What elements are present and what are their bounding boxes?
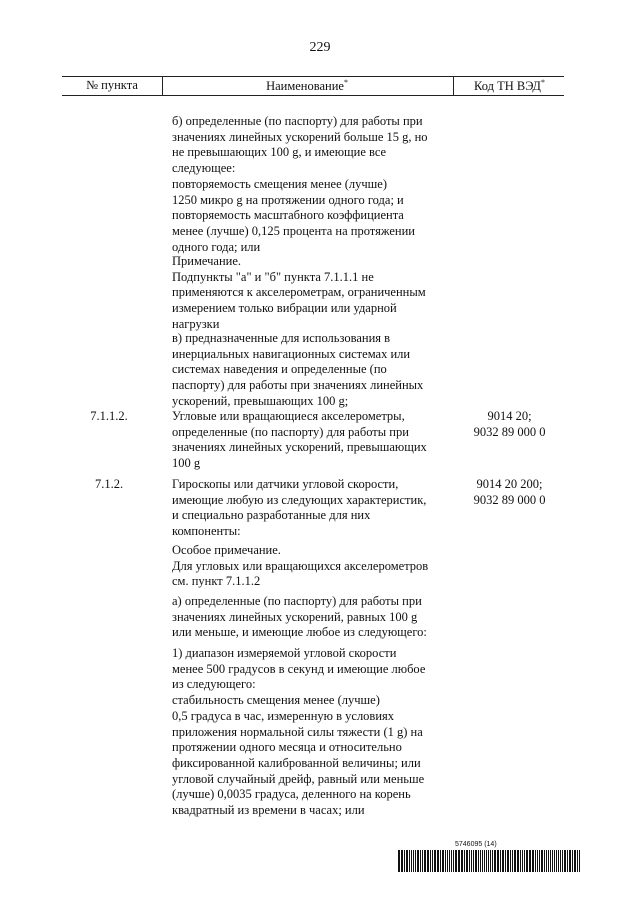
barcode-image: [398, 850, 582, 872]
header-divider: [162, 76, 163, 96]
row-text: Особое примечание. Для угловых или вращающихся акселерометров см. пункт 7.1.1.2: [172, 543, 429, 589]
row-text: б) определенные (по паспорту) для работы при значениях линейных ускорений больше 15 g, но не превышающих 100 g, и имеющие все следующее: повторяемость смещения менее (лучше) 1250 микро g на протяжении одного года; и повторяемость масштабного коэффициента менее (лучше) 0,125 процента на протяжении одного года; или: [172, 114, 428, 254]
header-divider: [453, 76, 454, 96]
footnote-mark: *: [540, 78, 545, 87]
row-number: 7.1.1.2.: [90, 409, 128, 423]
table-header: [62, 76, 564, 96]
row-text: Угловые или вращающиеся акселерометры, определенные (по паспорту) для работы при значениях линейных ускорений, превышающих 100 g: [172, 409, 427, 471]
row-code: 9014 20 200; 9032 89 000 0: [473, 477, 546, 507]
header-col-name: Наименование*: [266, 78, 348, 94]
row-text: Гироскопы или датчики угловой скорости, имеющие любую из следующих характеристик, и специально разработанные для них компоненты:: [172, 477, 427, 539]
header-col-number: № пункта: [86, 78, 138, 92]
row-code: 9014 20; 9032 89 000 0: [473, 409, 546, 439]
row-text: Примечание. Подпункты "а" и "б" пункта 7.1.1.1 не применяются к акселерометрам, ограниченным измерением только вибрации или ударной нагрузки: [172, 254, 426, 331]
row-number: 7.1.2.: [94, 477, 124, 491]
document-stamp: 5746095 (14): [455, 841, 497, 848]
footnote-mark: *: [343, 78, 348, 87]
row-text: 1) диапазон измеряемой угловой скорости менее 500 градусов в секунд и имеющие любое из следующего: стабильность смещения менее (лучше) 0,5 градуса в час, измеренную в условиях приложения нормальной силы тяжести (1 g) на протяжении одного месяца и относительно фиксированной калиброванной величины; или угловой случайный дрейф, равный или меньше (лучше) 0,0035 градуса, деленного на корень квадратный из времени в часах; или: [172, 646, 426, 818]
header-col-code: Код ТН ВЭД*: [474, 78, 545, 94]
page-number: 229: [309, 40, 331, 55]
row-text: а) определенные (по паспорту) для работы при значениях линейных ускорений, равных 100 g или меньше, и имеющие любое из следующего:: [172, 594, 427, 640]
row-text: в) предназначенные для использования в инерциальных навигационных системах или системах наведения и определенные (по паспорту) для работы при значениях линейных ускорений, превышающих 100 g;: [172, 331, 424, 408]
